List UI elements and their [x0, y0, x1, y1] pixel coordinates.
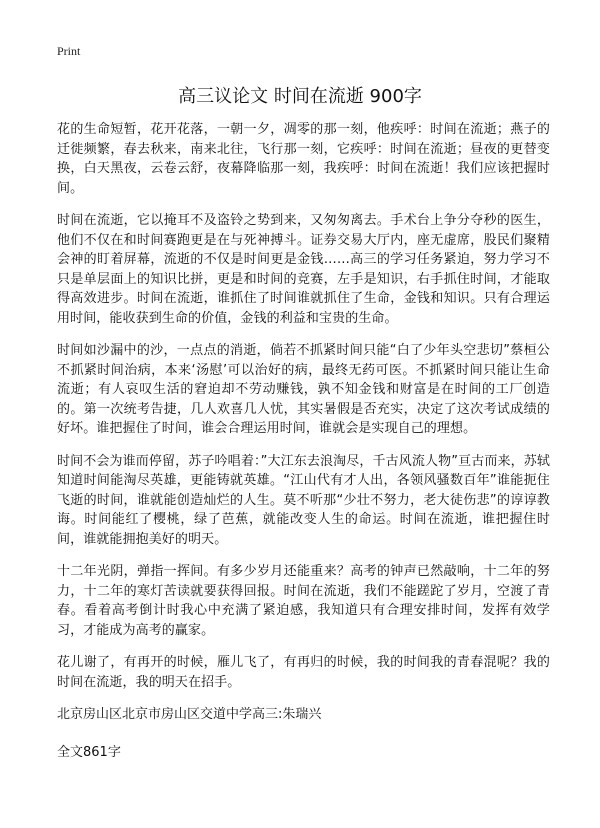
article-body: [57, 120, 550, 762]
paragraph-6: 花儿谢了，有再开的时候，雁儿飞了，有再归的时候，我的时间我的青春混呢？我的时间在流逝，我的明天在招手。: [57, 655, 550, 690]
print-link[interactable]: Print: [57, 44, 81, 58]
paragraph-2: 时间在流逝，它以掩耳不及盗铃之势到来，又匆匆离去。手术台上争分夺秒的医生，他们不仅在和时间赛跑更是在与死神搏斗。证券交易大厅内，座无虚席，股民们聚精会神的盯着屏幕，流逝的不仅是时间更是金钱……高三的学习任务紧迫，努力学习不只是单层面上的知识比拼，更是和时间的竞赛，左手是知识，右手抓住时间，才能取得高效进步。时间在流逝，谁抓住了时间谁就抓住了生命，金钱和知识。只有合理运用时间，能收获到生命的价值，金钱的利益和宝贵的生命。: [57, 213, 550, 326]
paragraph-1: 花的生命短暂，花开花落，一朝一夕，凋零的那一刻，他疾呼：时间在流逝；燕子的迁徙频繁，春去秋来，南来北往，飞行那一刻，它疾呼：时间在流逝；昼夜的更替变换，白天黑夜，云卷云舒，夜幕降临那一刻，我疾呼：时间在流逝！我们应该把握时间。: [57, 122, 550, 196]
paragraph-3: 时间如沙漏中的沙，一点点的消逝，倘若不抓紧时间只能“白了少年头空悲切”蔡桓公不抓紧时间治病，本来‘汤慰’可以治好的病，最终无药可医。不抓紧时间只能让生命流逝；有人哀叹生活的窘迫却不劳动赚钱，孰不知金钱和财富是在时间的工厂创造的。第一次统考告捷，几人欢喜几人忧，其实暑假是否充实，决定了这次考试成绩的好坏。谁把握住了时间，谁会合理运用时间，谁就会是实现自己的理想。: [57, 343, 550, 436]
paragraph-5: 十二年光阴，弹指一挥间。有多少岁月还能重来？高考的钟声已然敲响，十二年的努力，十二年的寒灯苦读就要获得回报。时间在流逝，我们不能蹉跎了岁月，空渡了青春。看着高考倒计时我心中充满了紧迫感，我知道只有合理安排时间，发挥有效学习，才能成为高考的赢家。: [57, 564, 550, 638]
author-line: 北京房山区北京市房山区交道中学高三:朱瑞兴: [57, 707, 322, 722]
word-count: 全文861字: [57, 744, 121, 760]
page-title: 高三议论文 时间在流逝 900字: [178, 86, 422, 107]
paragraph-4: 时间不会为谁而停留，苏子吟唱着：”大江东去浪淘尽，千古风流人物”亘古而来，苏轼知道时间能淘尽英雄，更能铸就英雄。“江山代有才人出，各领风骚数百年”谁能扼住飞逝的时间，谁就能创造灿烂的人生。莫不听那“少壮不努力，老大徒伤悲”的谆谆教诲。时间能红了樱桃，绿了芭蕉，就能改变人生的命运。时间在流逝，谁把握住时间，谁就能拥抱美好的明天。: [57, 453, 550, 547]
